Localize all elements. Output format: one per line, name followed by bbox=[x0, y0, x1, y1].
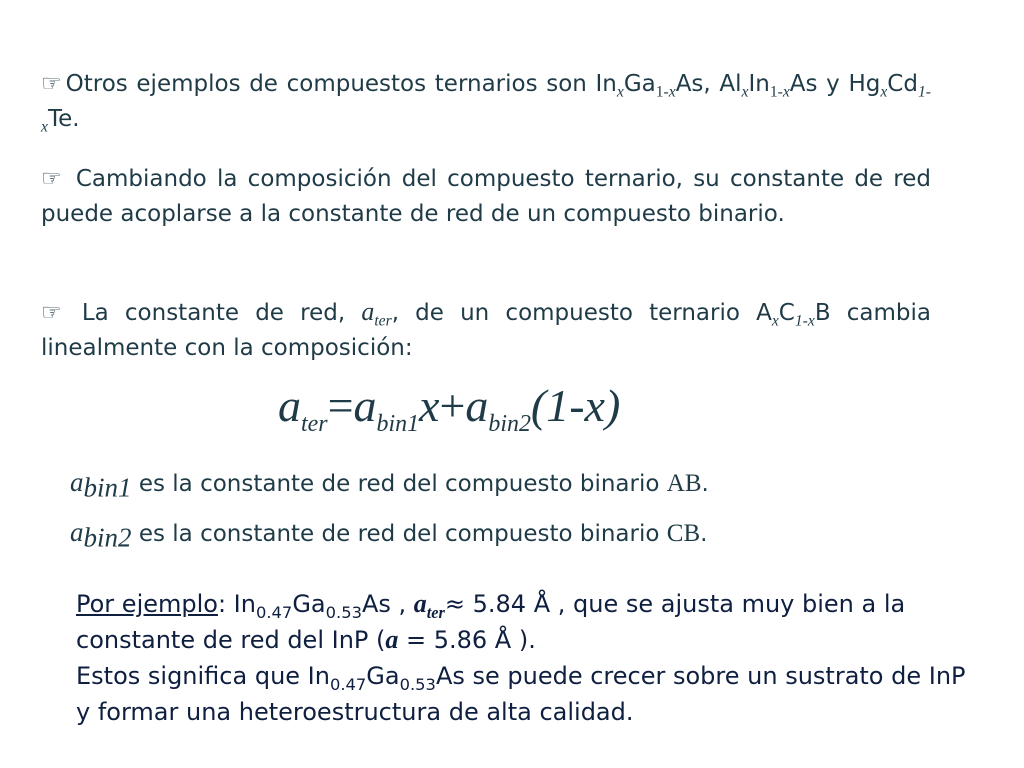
p1-sub-2: 1- bbox=[769, 83, 783, 101]
formula-sub-ter: ter bbox=[301, 411, 328, 438]
d2-a: a bbox=[70, 517, 84, 547]
pointing-hand-icon: ☞ bbox=[41, 71, 62, 97]
p1-sub-x4: x bbox=[782, 83, 790, 101]
formula-x: x bbox=[419, 380, 440, 431]
p1-sub-x1: x bbox=[616, 83, 624, 101]
formula-a: a bbox=[278, 380, 301, 431]
p1-sub-x5: x bbox=[880, 83, 888, 101]
p1-sub-x6: x bbox=[41, 118, 48, 136]
d2-compound: CB bbox=[666, 520, 701, 547]
p3-text-1: La constante de red, bbox=[81, 300, 362, 326]
lattice-formula bbox=[278, 376, 620, 436]
formula-a-bin2: a bbox=[465, 380, 489, 431]
note-l2n1: 0.47 bbox=[329, 674, 367, 694]
note-as: As , bbox=[361, 590, 414, 618]
pointing-hand-icon: ☞ bbox=[41, 166, 62, 192]
d2-text: es la constante de red del compuesto binario bbox=[131, 521, 667, 547]
note-ga: Ga bbox=[292, 590, 326, 618]
d1-a: a bbox=[70, 467, 84, 497]
p1-sub-x3: x bbox=[741, 83, 749, 101]
note-l2n2: 0.53 bbox=[399, 674, 436, 694]
paragraph-lattice-linear bbox=[41, 294, 931, 366]
definition-abin2 bbox=[70, 516, 708, 553]
note-a2: a bbox=[385, 625, 399, 654]
note-t2: = 5.86 Å ). bbox=[398, 626, 536, 654]
p1-text-4: In bbox=[748, 71, 770, 97]
pointing-hand-icon: ☞ bbox=[41, 300, 62, 326]
p1-sub-3: 1- bbox=[917, 83, 931, 101]
definition-abin1 bbox=[70, 466, 709, 503]
p1-text-2: Ga bbox=[623, 71, 656, 97]
d2-sub: bin2 bbox=[83, 522, 132, 553]
note-sub-ter: ter bbox=[426, 602, 445, 622]
d1-sub: bin1 bbox=[83, 472, 132, 503]
p1-text-3: As, Al bbox=[675, 71, 742, 97]
d1-end: . bbox=[701, 471, 709, 497]
formula-sub-bin1: bin1 bbox=[376, 411, 420, 438]
note-n2: 0.53 bbox=[325, 602, 362, 622]
p3-sub-x: x bbox=[771, 312, 779, 330]
paragraph-ternary-examples bbox=[41, 67, 931, 137]
p1-sub-x2: x bbox=[668, 83, 676, 101]
d2-end: . bbox=[700, 521, 708, 547]
d1-compound: AB bbox=[666, 470, 702, 497]
formula-equals: = bbox=[327, 380, 354, 431]
p3-text-4: B cambia linealmente con la composición: bbox=[41, 300, 931, 361]
note-l2a: Estos significa que In bbox=[76, 662, 330, 690]
formula-a-bin1: a bbox=[353, 380, 377, 431]
note-colon: : In bbox=[217, 590, 256, 618]
formula-sub-bin2: bin2 bbox=[488, 411, 531, 438]
p1-text-1: Otros ejemplos de compuestos ternarios son In bbox=[65, 71, 617, 97]
p1-text-5: As y Hg bbox=[789, 71, 881, 97]
formula-paren: (1-x) bbox=[530, 380, 621, 431]
p1-text-7: Te. bbox=[47, 106, 80, 132]
p3-sub-ter: ter bbox=[374, 312, 392, 330]
note-t1: ≈ 5.84 Å , que se ajusta muy bien a la constante de red del InP ( bbox=[76, 590, 906, 654]
note-lead: Por ejemplo bbox=[76, 590, 218, 618]
p1-sub-1: 1- bbox=[655, 83, 669, 101]
p1-text-6: Cd bbox=[887, 71, 918, 97]
p3-a-symbol: a bbox=[361, 297, 375, 326]
example-note bbox=[76, 586, 976, 730]
note-a: a bbox=[413, 589, 427, 618]
d1-text: es la constante de red del compuesto binario bbox=[131, 471, 667, 497]
p3-text-2: , de un compuesto ternario A bbox=[391, 300, 772, 326]
note-n1: 0.47 bbox=[255, 602, 293, 622]
paragraph-composition-change bbox=[41, 162, 931, 232]
p3-text-3: C bbox=[778, 300, 795, 326]
p3-sub-1-x: 1-x bbox=[794, 312, 815, 330]
formula-plus: + bbox=[439, 380, 466, 431]
p2-text: Cambiando la composición del compuesto ternario, su constante de red puede acoplarse a la constante de red de un compuesto binario. bbox=[41, 166, 931, 227]
note-l2ga: Ga bbox=[366, 662, 400, 690]
note-l2b: As se puede crecer sobre un sustrato de InP y formar una heteroestructura de alta calidad. bbox=[76, 662, 966, 726]
